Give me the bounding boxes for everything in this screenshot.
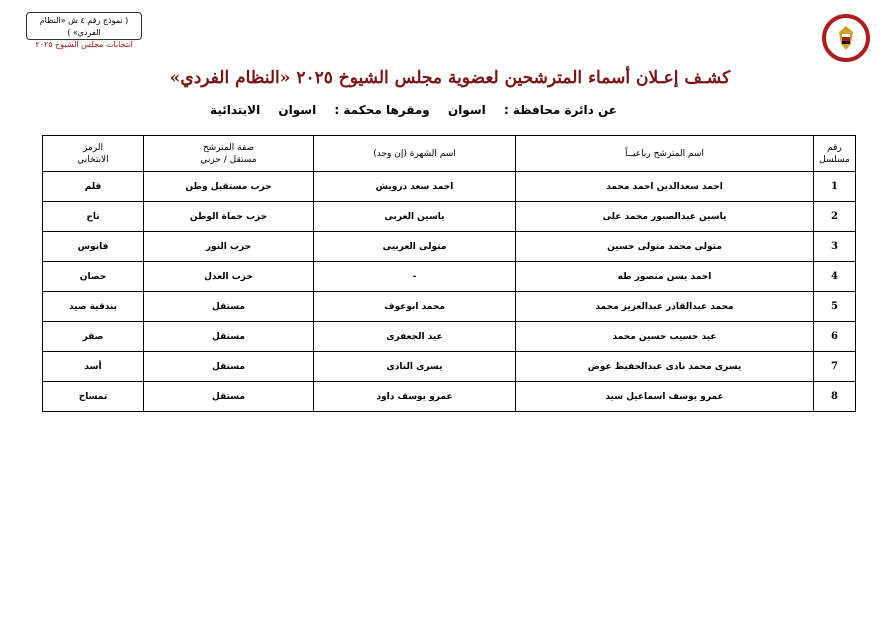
cell-name: متولى محمد متولى حسين [516, 232, 814, 262]
court-type: الابتدائية [210, 103, 261, 117]
cell-nickname: - [314, 262, 516, 292]
cell-nickname: عمرو يوسف داود [314, 382, 516, 412]
form-number-line1: ( نموذج رقم ٤ ش «النظام الفردي» ) [39, 16, 129, 37]
form-number-box [26, 12, 142, 49]
cell-symbol: بندقية صيد [43, 292, 144, 322]
cell-status: حزب النور [144, 232, 314, 262]
table-row [43, 172, 856, 202]
court-value: اسوان [278, 103, 317, 117]
cell-serial: 4 [814, 262, 856, 292]
court-label: ومقرها محكمة : [334, 103, 430, 117]
table-row [43, 292, 856, 322]
header-serial: رقم مسلسل [814, 136, 856, 172]
cell-serial: 2 [814, 202, 856, 232]
cell-nickname: يسرى النادى [314, 352, 516, 382]
cell-nickname: ياسين العربى [314, 202, 516, 232]
cell-status: مستقل [144, 322, 314, 352]
cell-symbol: تاج [43, 202, 144, 232]
cell-symbol: حصان [43, 262, 144, 292]
cell-status: حزب حماة الوطن [144, 202, 314, 232]
cell-nickname: احمد سعد درويش [314, 172, 516, 202]
cell-serial: 6 [814, 322, 856, 352]
cell-serial: 7 [814, 352, 856, 382]
cell-name: يسرى محمد نادى عبدالحفيظ عوض [516, 352, 814, 382]
header-symbol: الرمز الانتخابي [43, 136, 144, 172]
cell-symbol: فانوس [43, 232, 144, 262]
table-row [43, 352, 856, 382]
cell-symbol: قلم [43, 172, 144, 202]
cell-status: مستقل [144, 292, 314, 322]
cell-name: احمد يسن منصور طه [516, 262, 814, 292]
cell-serial: 8 [814, 382, 856, 412]
table-row [43, 382, 856, 412]
table-row [43, 262, 856, 292]
cell-nickname: عيد الجعفرى [314, 322, 516, 352]
cell-name: عمرو يوسف اسماعيل سيد [516, 382, 814, 412]
cell-nickname: متولى العربيى [314, 232, 516, 262]
cell-name: احمد سعدالدين احمد محمد [516, 172, 814, 202]
district-line [196, 103, 617, 117]
cell-name: محمد عبدالقادر عبدالعزيز محمد [516, 292, 814, 322]
cell-serial: 5 [814, 292, 856, 322]
cell-status: حزب العدل [144, 262, 314, 292]
table-row [43, 202, 856, 232]
form-number-line2: انتخابات مجلس الشيوخ ٢٠٢٥ [35, 40, 133, 49]
cell-name: عيد حسيب حسين محمد [516, 322, 814, 352]
cell-nickname: محمد ابوعوف [314, 292, 516, 322]
district-value: اسوان [447, 103, 486, 117]
district-label: عن دائرة محافظة : [503, 103, 617, 117]
cell-symbol: أسد [43, 352, 144, 382]
page-title: كشـف إعـلان أسماء المترشحين لعضوية مجلس الشيوخ ٢٠٢٥ «النظام الفردي» [169, 68, 731, 88]
header-status: صفة المترشح مستقل / حزبي [144, 136, 314, 172]
table-row [43, 232, 856, 262]
election-authority-logo-icon [820, 14, 872, 64]
table-row [43, 322, 856, 352]
cell-status: حزب مستقبل وطن [144, 172, 314, 202]
cell-status: مستقل [144, 382, 314, 412]
header-nickname: اسم الشهرة (إن وجد) [314, 136, 516, 172]
cell-status: مستقل [144, 352, 314, 382]
header-name: اسم المترشح رباعيــاً [516, 136, 814, 172]
cell-serial: 1 [814, 172, 856, 202]
cell-symbol: صقر [43, 322, 144, 352]
candidates-table [42, 135, 856, 412]
table-header-row [43, 136, 856, 172]
cell-name: ياسين عبدالصبور محمد على [516, 202, 814, 232]
cell-symbol: تمساح [43, 382, 144, 412]
cell-serial: 3 [814, 232, 856, 262]
